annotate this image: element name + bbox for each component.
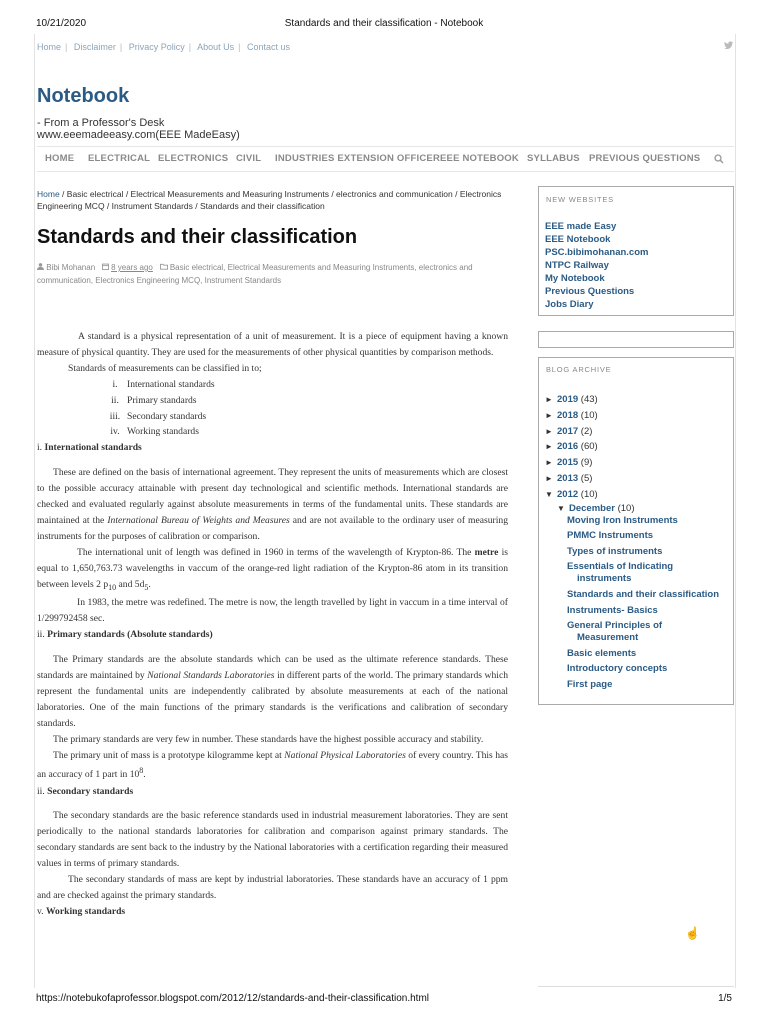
print-date: 10/21/2020 <box>36 18 87 29</box>
archive-list <box>545 392 719 695</box>
divider <box>538 986 734 987</box>
paragraph: The secondary standards are the basic reference standards used in industrial measurement laboratories. They are sent periodically to the national standards laboratories for calibration and comparison against primary standards. The secondary standards are sent back to the industry by the National laboratories with a certification regarding their measured values in terms of primary standards. <box>37 810 508 870</box>
paragraph: A standard is a physical representation of a unit of measurement. It is a piece of equipment having a known measure of physical quantity. They are used for the measurements of other physical quantities by comparison methods. <box>37 331 508 358</box>
widget-title: BLOG ARCHIVE <box>546 365 612 374</box>
breadcrumb-path[interactable]: / Basic electrical / Electrical Measurements and Measuring Instruments / electronics and communication / Electronics Engineering MCQ / Instrument Standards / Standards and their classification <box>37 189 502 211</box>
link-ntpc-railway[interactable]: NTPC Railway <box>545 260 609 271</box>
nav-electronics[interactable]: ELECTRONICS <box>158 153 229 164</box>
archive-post-link[interactable]: Standards and their classification <box>567 588 720 600</box>
section-heading: v. Working standards <box>37 905 126 917</box>
list-item: i. International standards <box>112 378 215 390</box>
archive-post-link[interactable]: Introductory concepts <box>567 663 668 675</box>
tagline-line-2: www.eeemadeeasy.com(EEE MadeEasy) <box>37 129 240 141</box>
hand-cursor-icon: ☝ <box>685 926 700 940</box>
print-title: Standards and their classification - Notebook <box>284 18 484 29</box>
paragraph: Standards of measurements can be classified in to; <box>68 362 262 374</box>
nav-industries-extension-officer[interactable]: INDUSTRIES EXTENSION OFFICER <box>275 153 441 164</box>
post-meta <box>37 261 507 287</box>
paragraph: The secondary standards of mass are kept by industrial laboratories. These standards have an accuracy of 1 ppm and are checked against the primary standards. <box>37 874 508 901</box>
site-title[interactable]: Notebook <box>37 85 130 107</box>
section-heading: i. International standards <box>37 442 142 454</box>
list-item: ii. Primary standards <box>111 394 197 406</box>
topnav-privacy[interactable]: Privacy Policy <box>128 42 185 52</box>
twitter-icon[interactable] <box>724 41 733 52</box>
post-labels[interactable]: Basic electrical, Electrical Measurements and Measuring Instruments, electronics and communication, Electronics Engineering MCQ, Instrument Standards <box>37 263 473 285</box>
section-heading: ii. Primary standards (Absolute standards) <box>37 629 213 641</box>
archive-year[interactable]: ► 2019 (43) <box>545 394 598 405</box>
topnav-home[interactable]: Home <box>37 42 62 52</box>
site-tagline <box>37 117 240 141</box>
archive-post-link[interactable]: Basic elements <box>567 647 637 659</box>
paragraph: In 1983, the metre was redefined. The metre is now, the length travelled by light in vaccum in a time interval of 1/299792458 sec. <box>37 597 508 625</box>
post-age[interactable]: 8 years ago <box>111 263 153 272</box>
nav-civil[interactable]: CIVIL <box>236 153 262 164</box>
main-nav <box>37 146 734 172</box>
link-eee-notebook[interactable]: EEE Notebook <box>545 234 611 245</box>
archive-post-link[interactable]: Types of instruments <box>567 545 663 557</box>
tagline-line-1: - From a Professor's Desk <box>37 117 165 129</box>
breadcrumb-home[interactable]: Home <box>37 189 60 199</box>
paragraph: The international unit of length was defined in 1960 in terms of the wavelength of Krypton-86. The metre is equal to 1,650,763.73 wavelengths in vaccum of the orange-red light radiation of the Krypton-86 atom in its transition between levels 2 $p_{10}$ and $5d_5$. <box>37 546 508 592</box>
post-title: Standards and their classification <box>37 226 358 248</box>
topnav-contact[interactable]: Contact us <box>247 42 291 52</box>
archive-post-link[interactable]: Essentials of Indicating instruments <box>567 561 674 585</box>
new-websites-widget <box>538 186 734 316</box>
link-eee-made-easy[interactable]: EEE made Easy <box>545 221 617 232</box>
nav-syllabus[interactable]: SYLLABUS <box>527 153 580 164</box>
topnav-disclaimer[interactable]: Disclaimer <box>73 42 116 52</box>
archive-post-link[interactable]: First page <box>567 678 613 690</box>
link-previous-questions[interactable]: Previous Questions <box>545 286 635 297</box>
post-author[interactable]: Bibi Mohanan <box>46 263 96 272</box>
archive-year-2012[interactable]: ▼ 2012 (10) <box>545 488 598 500</box>
link-my-notebook[interactable]: My Notebook <box>545 273 605 284</box>
folder-icon <box>157 263 169 272</box>
nav-electrical[interactable]: ELECTRICAL <box>88 153 151 164</box>
top-nav: Home | Disclaimer | Privacy Policy | About Us | Contact us <box>37 42 291 52</box>
archive-year[interactable]: ► 2013 (5) <box>545 472 593 484</box>
topnav-about[interactable]: About Us <box>197 42 235 52</box>
blog-archive-widget <box>538 357 734 705</box>
archive-post-link[interactable]: General Principles of Measurement <box>567 620 663 644</box>
nav-home[interactable]: HOME <box>45 153 75 164</box>
print-url: https://notebukofaprofessor.blogspot.com/2012/12/standards-and-their-classification.html <box>36 993 429 1004</box>
archive-post-link[interactable]: Instruments- Basics <box>567 604 658 616</box>
paragraph: These are defined on the basis of international agreement. They represent the units of measurements which are closest to the possible accuracy attainable with present day technological and scientific methods. International standards are checked and evaluated regularly against absolute measurements in terms of the fundamental units. These standards are maintained at the International Bureau of Weights and Measures and are not available to the ordinary user of measuring instruments for the purposes of calibration or comparison. <box>37 467 508 542</box>
section-heading: ii. Secondary standards <box>37 785 134 797</box>
archive-year[interactable]: ► 2015 (9) <box>545 457 593 469</box>
link-jobs-diary[interactable]: Jobs Diary <box>545 299 594 310</box>
nav-eee-notebook[interactable]: EEE NOTEBOOK <box>440 153 519 164</box>
archive-post-link[interactable]: PMMC Instruments <box>567 530 654 542</box>
archive-year[interactable]: ► 2018 (10) <box>545 409 598 421</box>
calendar-icon <box>100 263 111 272</box>
list-item: iii. Secondary standards <box>109 410 207 422</box>
archive-year[interactable]: ► 2017 (2) <box>545 425 593 437</box>
new-websites-links <box>545 220 648 311</box>
nav-previous-questions[interactable]: PREVIOUS QUESTIONS <box>589 153 701 164</box>
widget-title: NEW WEBSITES <box>546 195 614 204</box>
paragraph: The primary unit of mass is a prototype kilogramme kept at National Physical Laboratories of every country. This has an accuracy of 1 part in $10^8$. <box>37 749 509 781</box>
list-item: iv. Working standards <box>110 426 199 438</box>
archive-post-link[interactable]: Moving Iron Instruments <box>567 514 678 526</box>
standards-list <box>37 377 508 441</box>
user-icon <box>37 263 46 272</box>
paragraph: The primary standards are very few in number. These standards have the highest possible accuracy and stability. <box>53 733 484 745</box>
archive-year[interactable]: ► 2016 (60) <box>545 441 598 453</box>
empty-widget <box>538 331 734 348</box>
breadcrumb <box>37 188 507 212</box>
paragraph: The Primary standards are the absolute standards which can be used as the ultimate reference standards. These standards are maintained by National Standards Laboratories in different parts of the world. The primary standards which represent the fundamental units are independently calibrated by absolute measurements at each of the national laboratories. One of the main functions of the primary standards is the verifications and calibration of secondary standards. <box>37 654 508 729</box>
link-psc[interactable]: PSC.bibimohanan.com <box>545 247 649 258</box>
archive-month-december[interactable]: ▼ December (10) <box>557 502 635 514</box>
print-page-number: 1/5 <box>718 993 732 1004</box>
search-icon[interactable] <box>714 151 724 169</box>
archive-posts <box>545 515 719 691</box>
post-body <box>37 329 508 920</box>
